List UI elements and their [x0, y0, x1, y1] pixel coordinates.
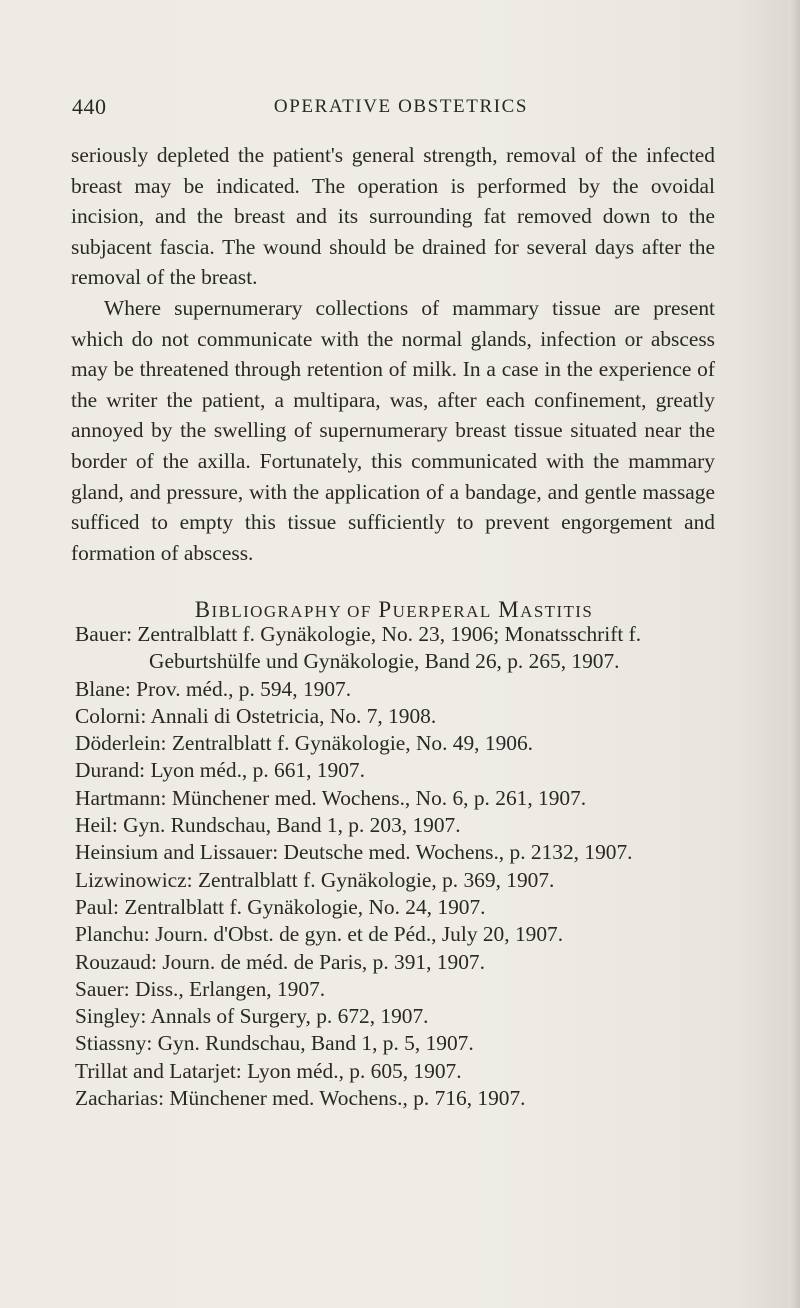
- bibliography-entry: Paul: Zentralblatt f. Gynäkologie, No. 24, 1907.: [75, 894, 486, 919]
- bibliography-entry: Heil: Gyn. Rundschau, Band 1, p. 203, 1907.: [75, 813, 461, 838]
- bibliography-heading: [72, 597, 716, 623]
- paragraph-continuation: seriously depleted the patient's general strength, removal of the infected breast may be indicated. The operation is performed by the ovoidal incision, and the breast and its surrounding fat removed down to the subjacent fascia. The wound should be drained for several days after the removal of the breast.: [71, 143, 715, 290]
- bibliography-entry: Heinsium and Lissauer: Deutsche med. Wochens., p. 2132, 1907.: [75, 840, 633, 865]
- bibliography-entry: Bauer: Zentralblatt f. Gynäkologie, No. 23, 1906; Monatsschrift f. Geburtshülfe und Gynäkologie, Band 26, p. 265, 1907.: [75, 622, 642, 674]
- bibliography-entry: Stiassny: Gyn. Rundschau, Band 1, p. 5, 1907.: [75, 1031, 474, 1056]
- body-text: [71, 140, 715, 568]
- bibliography-entry: Planchu: Journ. d'Obst. de gyn. et de Péd., July 20, 1907.: [75, 922, 564, 947]
- running-head: OPERATIVE OBSTETRICS: [273, 96, 529, 117]
- bibliography-entry: Blane: Prov. méd., p. 594, 1907.: [75, 676, 352, 701]
- bibliography-list: [75, 621, 715, 1112]
- bibliography-entry: Trillat and Latarjet: Lyon méd., p. 605, 1907.: [75, 1058, 462, 1083]
- bibliography-entry: Zacharias: Münchener med. Wochens., p. 716, 1907.: [75, 1086, 526, 1111]
- bibliography-entry: Sauer: Diss., Erlangen, 1907.: [75, 976, 326, 1001]
- bibliography-entry: Rouzaud: Journ. de méd. de Paris, p. 391, 1907.: [75, 949, 485, 974]
- heading-initial-p: P: [378, 597, 393, 622]
- page-number: 440: [72, 94, 107, 119]
- bibliography-entry: Colorni: Annali di Ostetricia, No. 7, 1908.: [75, 703, 437, 728]
- page-header: [72, 94, 716, 124]
- bibliography-entry: Durand: Lyon méd., p. 661, 1907.: [75, 758, 365, 783]
- bibliography-entry: Döderlein: Zentralblatt f. Gynäkologie, No. 49, 1906.: [75, 731, 534, 756]
- heading-rest-3: ASTITIS: [520, 602, 594, 621]
- heading-rest-2: UERPERAL: [392, 602, 492, 621]
- bibliography-entry: Hartmann: Münchener med. Wochens., No. 6, p. 261, 1907.: [75, 785, 587, 810]
- bibliography-entry: Lizwinowicz: Zentralblatt f. Gynäkologie, p. 369, 1907.: [75, 867, 555, 892]
- heading-initial-m: M: [498, 597, 521, 622]
- heading-rest-1: IBLIOGRAPHY OF: [211, 602, 372, 621]
- paragraph-supernumerary-tissue: Where supernumerary collections of mammary tissue are present which do not communicate with the normal glands, infection or abscess may be threatened through retention of milk. In a case in the experience of the writer the patient, a multipara, was, after each confinement, greatly annoyed by the swelling of supernumerary breast tissue situated near the border of the axilla. Fortunately, this communicated with the mammary gland, and pressure, with the application of a bandage, and gentle massage sufficed to empty this tissue sufficiently to prevent engorgement and formation of abscess.: [71, 295, 715, 565]
- page-edge-shadow: [788, 0, 800, 1308]
- heading-initial-b: B: [194, 597, 212, 622]
- bibliography-entry: Singley: Annals of Surgery, p. 672, 1907.: [75, 1004, 429, 1029]
